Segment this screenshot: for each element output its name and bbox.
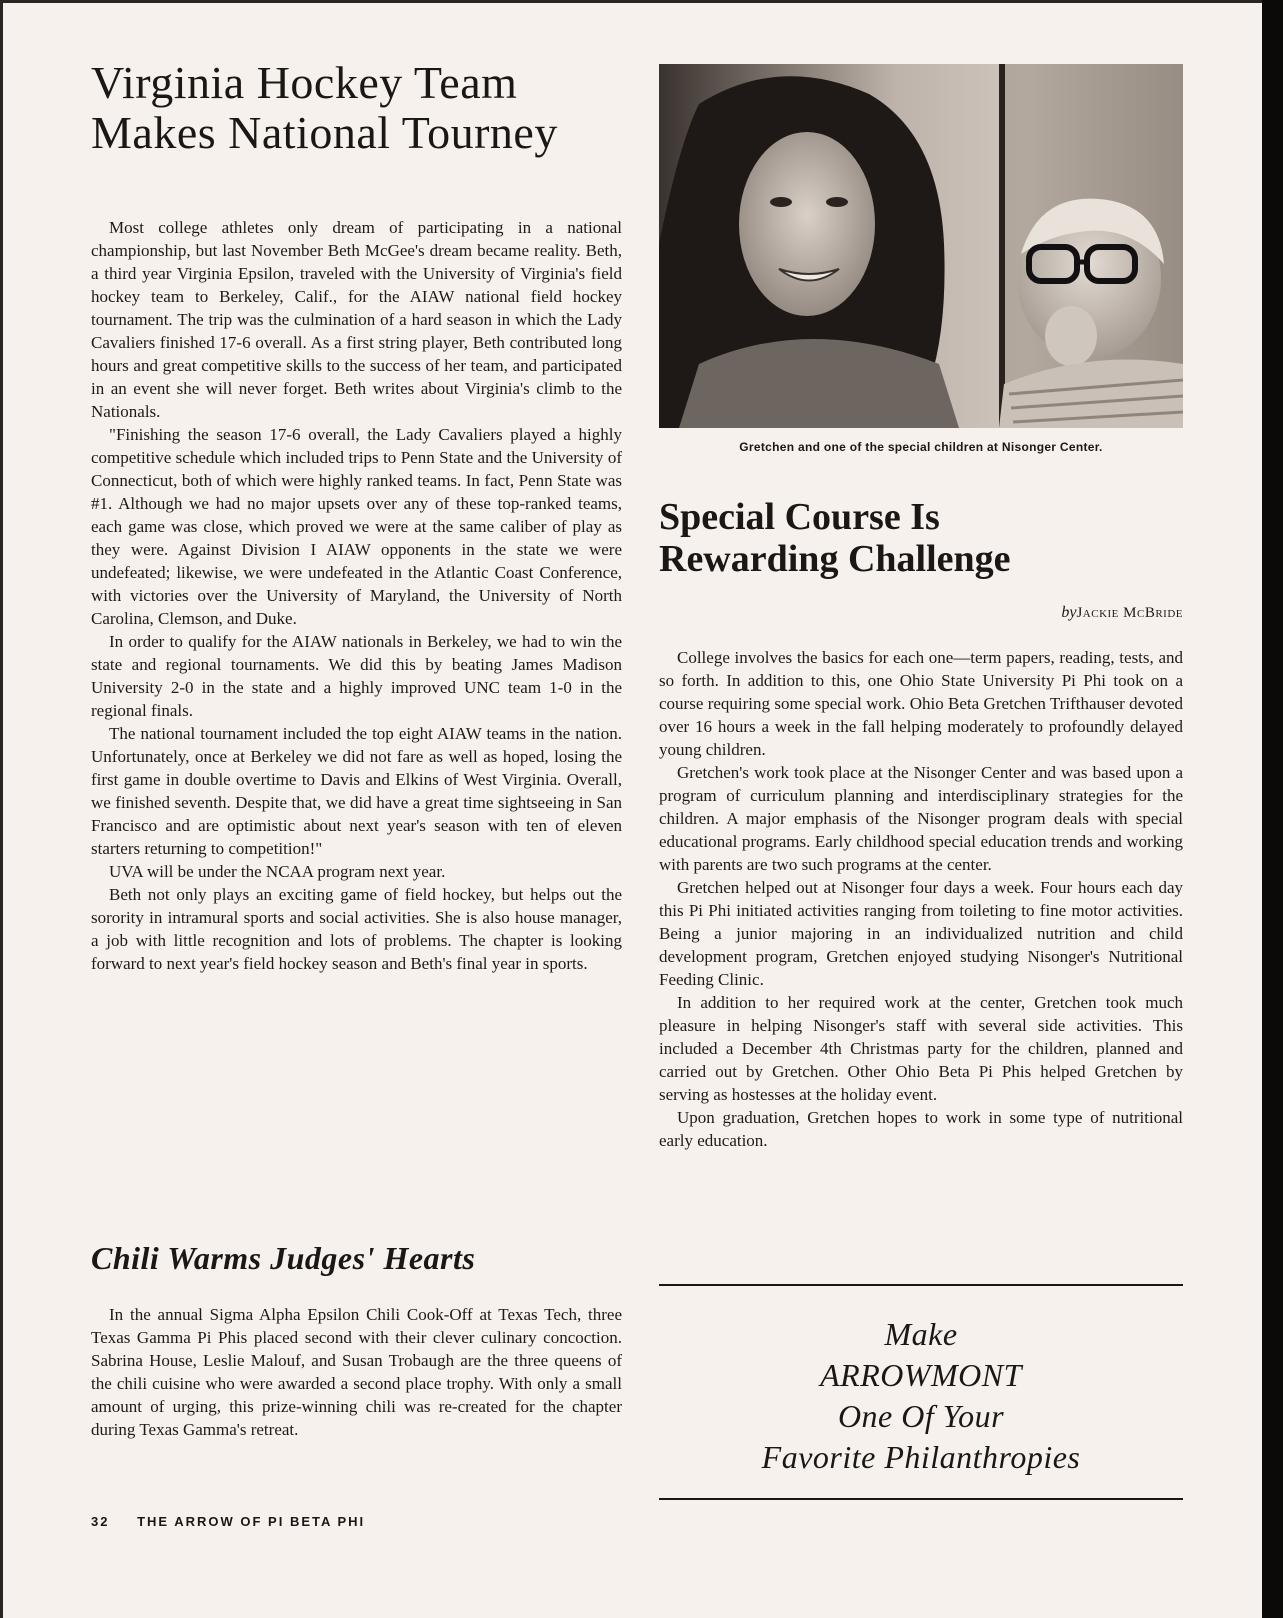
course-headline-line2: Rewarding Challenge bbox=[659, 538, 1011, 580]
arrowmont-ad bbox=[659, 1284, 1183, 1500]
chili-body bbox=[91, 1303, 622, 1441]
hockey-paragraph: Most college athletes only dream of participating in a national championship, but last November Beth McGee's dream became reality. Beth, a third year Virginia Epsilon, traveled with the University of Virginia's field hockey team to Berkeley, Calif., for the AIAW national field hockey tournament. The trip was the culmination of a hard season in which the Lady Cavaliers finished 17-6 overall. As a first string player, Beth contributed long hours and great competitive skills to the success of her team, and participated in an event she will never forget. Beth writes about Virginia's climb to the Nationals. bbox=[91, 218, 622, 421]
ad-line-2: ARROWMONT bbox=[820, 1357, 1022, 1393]
course-body bbox=[659, 646, 1183, 1152]
chili-headline: Chili Warms Judges' Hearts bbox=[91, 1240, 476, 1276]
hockey-body bbox=[91, 216, 622, 975]
page-edge-left bbox=[0, 0, 3, 1618]
course-paragraph: Upon graduation, Gretchen hopes to work in some type of nutritional early education. bbox=[659, 1108, 1183, 1150]
hockey-headline bbox=[91, 58, 622, 158]
hockey-paragraph: Beth not only plays an exciting game of field hockey, but helps out the sorority in intramural sports and social activities. She is also house manager, a job with little recognition and lots of problems. The chapter is looking forward to next year's field hockey season and Beth's final year in sports. bbox=[91, 885, 622, 973]
byline bbox=[659, 604, 1183, 622]
hockey-headline-line1: Virginia Hockey Team bbox=[91, 57, 518, 108]
course-paragraph: College involves the basics for each one—term papers, reading, tests, and so forth. In addition to this, one Ohio State University Pi Phi took on a course requiring some special work. Ohio Beta Gretchen Trifthauser devoted over 16 hours a week in the fall helping moderately to profoundly delayed young children. bbox=[659, 648, 1183, 759]
ad-line-4: Favorite Philanthropies bbox=[761, 1439, 1081, 1475]
course-headline bbox=[659, 496, 1183, 580]
hockey-headline-line2: Makes National Tourney bbox=[91, 107, 558, 158]
course-headline-line1: Special Course Is bbox=[659, 496, 940, 538]
page-number: 32 bbox=[91, 1514, 110, 1529]
photo-gretchen-child bbox=[659, 64, 1183, 428]
byline-by: by bbox=[1061, 604, 1077, 621]
hockey-paragraph: In order to qualify for the AIAW nationals in Berkeley, we had to win the state and regional tournaments. We did this by beating James Madison University 2-0 in the state and a highly improved UNC team 1-0 in the regional finals. bbox=[91, 632, 622, 720]
course-paragraph: Gretchen helped out at Nisonger four days a week. Four hours each day this Pi Phi initiated activities ranging from toileting to fine motor activities. Being a junior majoring in an individualized nutrition and child development program, Gretchen enjoyed studying Nisonger's Nutritional Feeding Clinic. bbox=[659, 878, 1183, 989]
hockey-article bbox=[91, 58, 622, 975]
byline-author: Jackie McBride bbox=[1076, 605, 1183, 621]
hockey-paragraph: "Finishing the season 17-6 overall, the Lady Cavaliers played a highly competitive schedule which included trips to Penn State and the University of Connecticut, both of which were highly ranked teams. In fact, Penn State was #1. Although we had no major upsets over any of these top-ranked teams, each game was close, which proved we were at the same caliber of play as they were. Against Division I AIAW opponents in the state we were undefeated; likewise, we were undefeated in the Atlantic Coast Conference, with victories over the University of Maryland, the University of North Carolina, Clemson, and Duke. bbox=[91, 425, 622, 628]
ad-line-1: Make bbox=[884, 1316, 958, 1352]
photo-caption: Gretchen and one of the special children at Nisonger Center. bbox=[739, 440, 1103, 454]
publication-name: THE ARROW OF PI BETA PHI bbox=[137, 1514, 366, 1529]
ad-line-3: One Of Your bbox=[837, 1398, 1005, 1434]
page-footer bbox=[91, 1514, 365, 1529]
page-edge-right bbox=[1262, 0, 1283, 1618]
hockey-paragraph: The national tournament included the top eight AIAW teams in the nation. Unfortunately, once at Berkeley we did not fare as well as hoped, losing the first game in double overtime to Davis and Elkins of West Virginia. Overall, we finished seventh. Despite that, we did have a great time sightseeing in San Francisco and are optimistic about next year's season with ten of eleven starters returning to competition!" bbox=[91, 724, 622, 858]
course-article bbox=[659, 64, 1183, 1152]
page-edge-top bbox=[0, 0, 1283, 3]
hockey-paragraph: UVA will be under the NCAA program next year. bbox=[109, 862, 446, 881]
course-paragraph: In addition to her required work at the center, Gretchen took much pleasure in helping Nisonger's staff with several side activities. This included a December 4th Christmas party for the children, planned and carried out by Gretchen. Other Ohio Beta Pi Phis helped Gretchen by serving as hostesses at the holiday event. bbox=[659, 993, 1183, 1104]
chili-paragraph: In the annual Sigma Alpha Epsilon Chili Cook-Off at Texas Tech, three Texas Gamma Pi Phis placed second with their clever culinary concoction. Sabrina House, Leslie Malouf, and Susan Trobaugh are the three queens of the chili cuisine who were awarded a second place trophy. With only a small amount of urging, this prize-winning chili was re-created for the chapter during Texas Gamma's retreat. bbox=[91, 1305, 622, 1439]
course-paragraph: Gretchen's work took place at the Nisonger Center and was based upon a program of curriculum planning and interdisciplinary strategies for the children. A major emphasis of the Nisonger program deals with special educational programs. Early childhood special education trends and working with parents are two such programs at the center. bbox=[659, 763, 1183, 874]
